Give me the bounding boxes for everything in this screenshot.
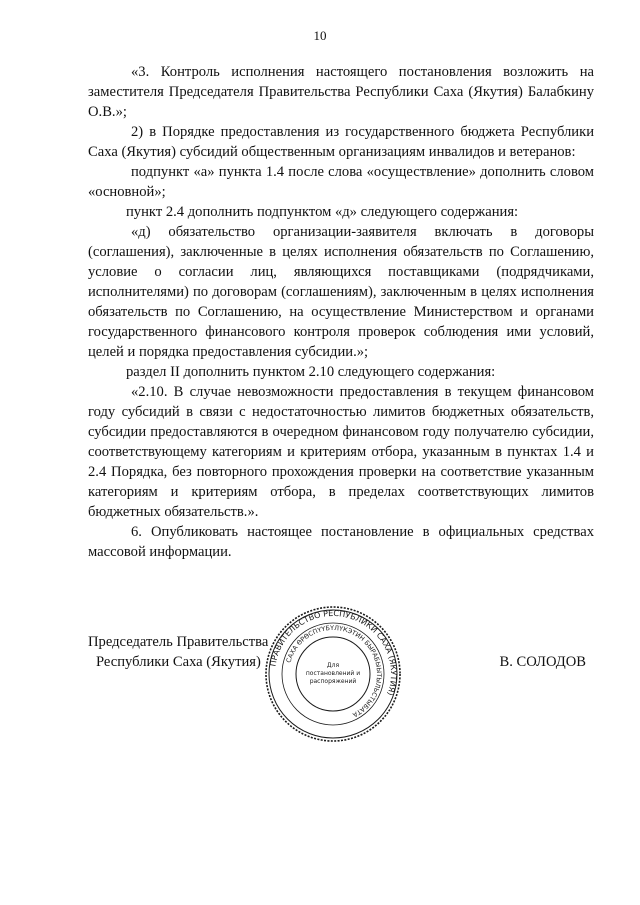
seal-outer-text: ПРАВИТЕЛЬСТВО РЕСПУБЛИКИ САХА (ЯКУТИЯ) — [268, 608, 399, 697]
signatory-name: В. СОЛОДОВ — [499, 654, 586, 670]
page-number: 10 — [313, 28, 327, 43]
paragraph: «2.10. В случае невозможности предоставления в текущем финансовом году субсидий в связи с недостаточностью лимитов бюджетных обязательств, субсидии предоставляются в очередном финансовом году получателю субсидии, соответствующему категориям и критериям отбора, указанным в пунктах 1.4 и 2.4 Порядка, без повторного прохождения проверки на соответствие указанным категориям и критериям отбора, в пределах соответствующих лимитов бюджетных обязательств.». — [88, 384, 594, 520]
official-seal — [263, 604, 403, 744]
signatory-title-line1: Председатель Правительства — [88, 634, 269, 650]
seal-center-line2: постановлений и — [305, 670, 361, 677]
paragraph: «д) обязательство организации-заявителя включать в договоры (соглашения), заключенные в целях исполнения обязательств по Соглашению, условие о согласии лиц, являющихся поставщиками (подрядчиками, исполнителями) по договорам (соглашениям), заключенным в целях исполнения обязательств по Соглашению, на осуществление Министерством и органами государственного финансового контроля проверок соблюдения ими условий, целей и порядка предоставления субсидии.»; — [88, 224, 594, 360]
document-body — [88, 62, 594, 562]
paragraph: «3. Контроль исполнения настоящего постановления возложить на заместителя Председателя Правительства Республики Саха (Якутия) Балабкину О.В.»; — [88, 64, 594, 120]
paragraph: пункт 2.4 дополнить подпунктом «д» следующего содержания: — [126, 204, 519, 220]
paragraph: раздел II дополнить пунктом 2.10 следующего содержания: — [126, 364, 496, 380]
seal-graphic — [263, 604, 403, 744]
seal-center-line3: распоряжений — [309, 678, 357, 685]
signatory-title-line2: Республики Саха (Якутия) — [96, 654, 261, 670]
paragraph: 2) в Порядке предоставления из государственного бюджета Республики Саха (Якутия) субсидий общественным организациям инвалидов и ветеранов: — [88, 124, 594, 160]
signature-block — [88, 608, 594, 752]
seal-inner-text: САХА ӨРӨСПҮҮБҮЛҮКЭТИН БЫРАБЫЫТЫЛЬСТЫБАТА — [284, 623, 384, 719]
paragraph: подпункт «а» пункта 1.4 после слова «осуществление» дополнить словом «основной»; — [88, 164, 594, 200]
seal-center-line1: Для — [326, 662, 340, 669]
paragraph: 6. Опубликовать настоящее постановление в официальных средствах массовой информации. — [88, 524, 594, 560]
